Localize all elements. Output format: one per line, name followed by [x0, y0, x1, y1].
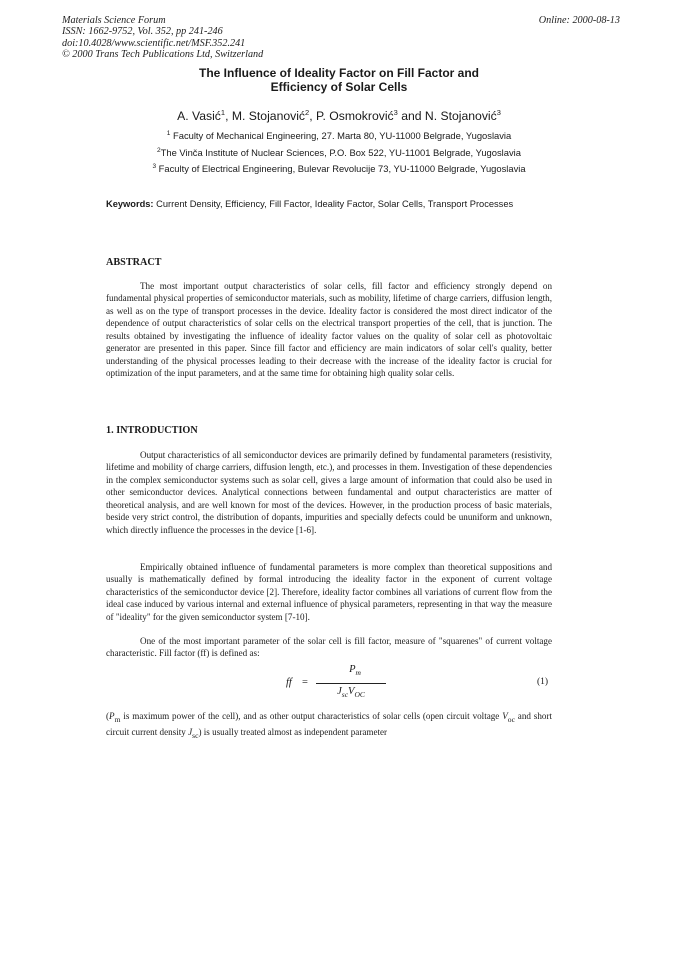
symbol-p: P: [109, 711, 115, 721]
intro-paragraph-3: One of the most important parameter of the solar cell is fill factor, measure of "squarenes" of current voltage characteristic. Fill factor (ff) is defined as:: [106, 636, 552, 659]
affiliation-mark: 1: [166, 130, 171, 137]
denominator-j: J: [337, 686, 342, 697]
equation-equals: =: [302, 677, 308, 688]
keywords-text: Current Density, Efficiency, Fill Factor, Ideality Factor, Solar Cells, Transport Processes: [156, 199, 514, 209]
author-affil-mark: 3: [393, 108, 398, 117]
denominator-v-subscript: OC: [354, 690, 365, 700]
author-affil-mark: 3: [496, 108, 501, 117]
title-line-2: Efficiency of Solar Cells: [270, 80, 408, 94]
doi-line: doi:10.4028/www.scientific.net/MSF.352.241: [62, 37, 246, 49]
affiliation-text: Faculty of Electrical Engineering, Bulevar Revolucije 73, YU-11000 Belgrade, Yugoslavia: [158, 163, 526, 174]
journal-name: Materials Science Forum: [62, 15, 166, 26]
author-name: P. Osmokrović: [315, 109, 394, 123]
text-run: ) is usually treated almost as independent parameter: [198, 727, 388, 738]
author-separator: and: [397, 109, 425, 123]
intro-paragraph-2: Empirically obtained influence of fundamental parameters is more complex than theoretical suppositions and usually is mathematically defined by formal introducing the ideality factor in the exponent of current voltage characteristics of the semiconductor device [2]. Therefore, ideality factor combines all variations of current flow from the ideal case induced by various internal and external influence of physical parameters, representing in that way the measure of "ideality" for the given semiconductor system [7-10].: [106, 562, 552, 622]
intro-paragraph-4: [106, 710, 552, 743]
fill-factor-equation: [286, 664, 396, 702]
author-separator: ,: [225, 109, 232, 123]
author-list: [0, 109, 678, 123]
author-affil-mark: 2: [305, 108, 310, 117]
equation-numerator: [328, 664, 382, 677]
equation-lhs: ff: [286, 677, 292, 688]
keywords: [106, 198, 576, 210]
author-name: M. Stojanović: [231, 109, 306, 123]
denominator-j-subscript: sc: [341, 690, 349, 700]
affiliation: [0, 128, 678, 145]
author-name: A. Vasić: [177, 109, 221, 123]
affiliation: [0, 161, 678, 178]
text-run: is maximum power of the cell), and as other output characteristics of solar cells (open circuit voltage: [120, 711, 503, 721]
equation-denominator: [316, 686, 386, 699]
symbol-subscript: oc: [507, 714, 515, 724]
affiliation-text: Faculty of Mechanical Engineering, 27. Marta 80, YU-11000 Belgrade, Yugoslavia: [173, 130, 512, 141]
abstract-text: The most important output characteristics of solar cells, fill factor and efficiency strongly depend on fundamental physical properties of semiconductor materials, such as mobility, lifetime of charge carriers, diffusion length, as well as on the type of transport processes in the device. Ideality factor is considered the most direct indicator of the dependence of output characteristics of solar cells on the electrical transport properties of the cell, that is junction. The results obtained by investigating the influence of ideality factor values on the quality of solar cell as photovoltaic generator are presented in this paper. Since fill factor and efficiency are main indicators of solar cell's quality, better understanding of the physical processes leading to their decrease with the increase of the ideality factor is crucial for optimization of the input parameters, and at the same time for obtaining high quality solar cells.: [106, 281, 552, 379]
author-name: N. Stojanović: [424, 109, 497, 123]
author-affil-mark: 1: [220, 108, 226, 117]
symbol-subscript: m: [114, 714, 121, 724]
equation-number: (1): [537, 677, 549, 687]
copyright-line: © 2000 Trans Tech Publications Ltd, Switzerland: [62, 48, 264, 60]
affiliation-mark: 3: [152, 163, 157, 170]
numerator-symbol: P: [349, 664, 356, 675]
paper-title: [0, 66, 678, 94]
symbol-v: V: [502, 711, 508, 721]
text-run: and short circuit current density: [106, 711, 552, 738]
symbol-subscript: sc: [192, 731, 199, 741]
keywords-label: Keywords:: [106, 199, 154, 209]
online-date: Online: 2000-08-13: [538, 15, 620, 26]
affiliation-text: The Vinča Institute of Nuclear Sciences, P.O. Box 522, YU-11001 Belgrade, Yugoslavia: [160, 146, 521, 158]
denominator-v: V: [348, 686, 355, 697]
numerator-subscript: m: [355, 668, 361, 678]
symbol-j: J: [188, 727, 193, 738]
issn-line: ISSN: 1662-9752, Vol. 352, pp 241-246: [62, 26, 223, 38]
text-run: (: [106, 711, 110, 721]
abstract-heading: ABSTRACT: [106, 257, 162, 268]
affiliation-mark: 2: [157, 146, 161, 154]
affiliation-list: [0, 128, 678, 178]
introduction-heading: 1. INTRODUCTION: [106, 425, 198, 436]
fraction-bar: [316, 683, 386, 684]
title-line-1: The Influence of Ideality Factor on Fill Factor and: [198, 66, 480, 80]
affiliation: [0, 145, 678, 162]
journal-header: [62, 15, 263, 60]
intro-paragraph-1: Output characteristics of all semiconductor devices are primarily defined by fundamental parameters (resistivity, lifetime and mobility of charge carriers, diffusion length, etc.), and processes in them. Investigation of these dependencies in the complex semiconductor systems such as solar cell, gives a large amount of information that could also be used in other semiconductor devices. Analytical connections between fundamental and output characteristics are matter of theoretical analysis, and are well known for most of the devices. However, in the production process of basic materials, beside very strict control, the distribution of dopants, impurities and specially defects could be ununiform and unknown, which directly influence the processes in the device [1-6].: [106, 450, 552, 535]
author-separator: ,: [309, 109, 316, 123]
